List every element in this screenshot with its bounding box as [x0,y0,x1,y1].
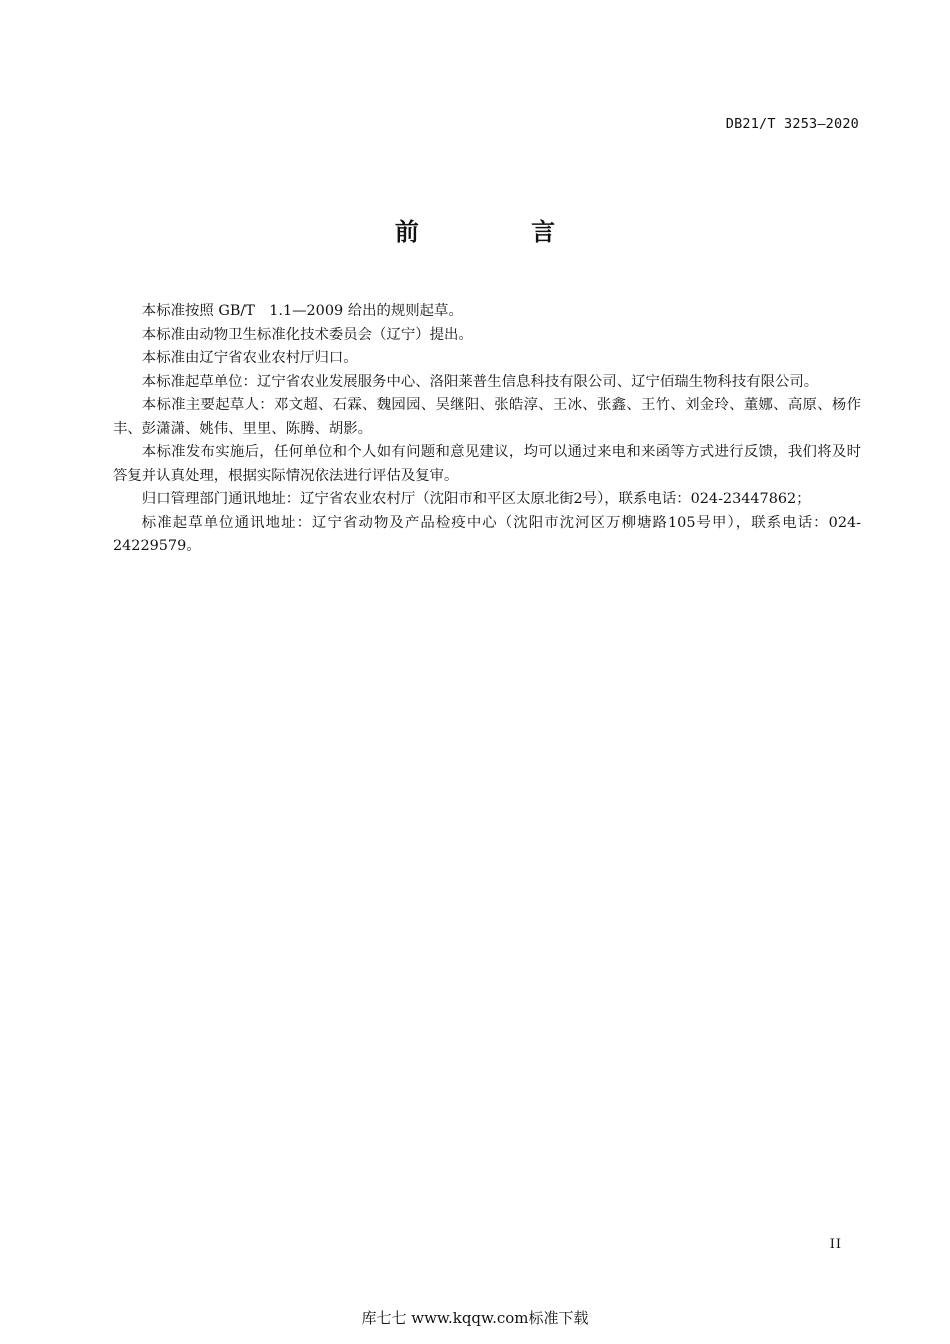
paragraph-proposer: 本标准由动物卫生标准化技术委员会（辽宁）提出。 [141,326,473,343]
paragraph-drafting-units: 本标准起草单位：辽宁省农业发展服务中心、洛阳莱普生信息科技有限公司、辽宁佰瑞生物科技有限公司。 [141,373,819,390]
paragraph-drafter-address: 标准起草单位通讯地址：辽宁省动物及产品检疫中心（沈阳市沈河区万柳塘路105号甲），联系电话：024-24229579。 [113,514,861,554]
paragraph-drafters: 本标准主要起草人：邓文超、石霖、魏园园、吴继阳、张皓淳、王冰、张鑫、王竹、刘金玲、董娜、高原、杨作丰、彭潇潇、姚伟、里里、陈腾、胡影。 [113,397,861,437]
standard-code: DB21/T 3253—2020 [725,116,859,132]
page-number: II [829,1237,842,1252]
paragraph-feedback: 本标准发布实施后，任何单位和个人如有问题和意见建议，均可以通过来电和来函等方式进行反馈，我们将及时答复并认真处理，根据实际情况依法进行评估及复审。 [113,444,861,484]
paragraph-administrator: 本标准由辽宁省农业农村厅归口。 [141,350,358,366]
paragraph-admin-address: 归口管理部门通讯地址：辽宁省农业农村厅（沈阳市和平区太原北街2号），联系电话：024-23447862； [141,491,811,507]
footer-watermark: 库七七 www.kqqw.com标准下载 [361,1309,589,1327]
foreword-body [113,300,861,559]
page-title: 前 言 [394,218,608,246]
paragraph-drafting-rules: 本标准按照 GB/T 1.1—2009 给出的规则起草。 [141,303,463,319]
